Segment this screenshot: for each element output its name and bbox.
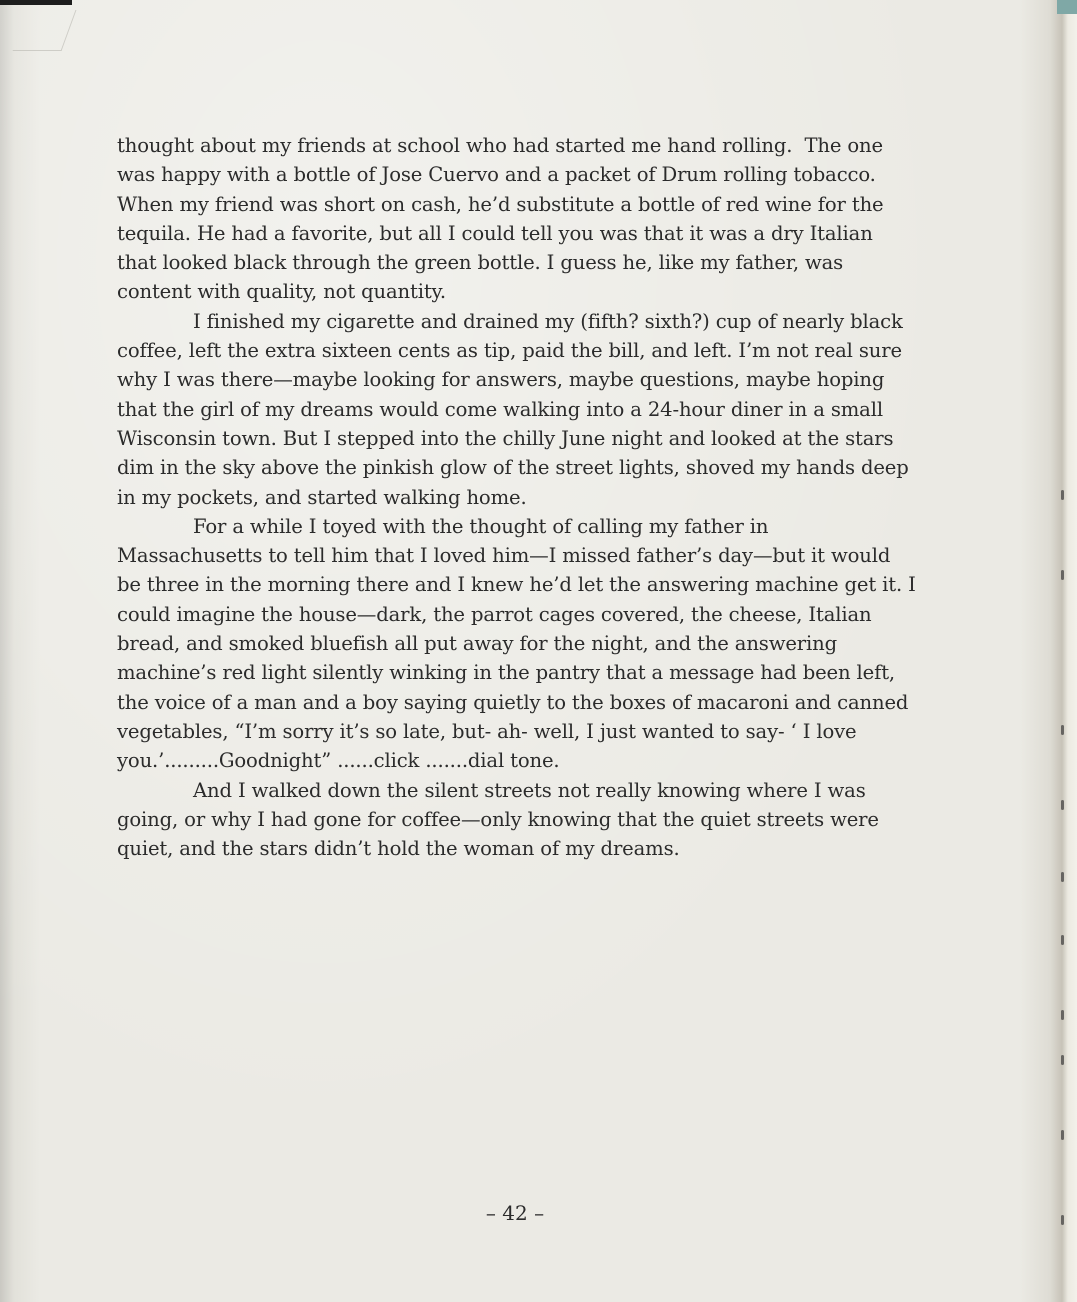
text-line: dim in the sky above the pinkish glow of the street lights, shoved my hands deep [117,456,909,480]
text-line: machine’s red light silently winking in the pantry that a message had been left, [117,661,896,685]
text-line: coffee, left the extra sixteen cents as tip, paid the bill, and left. I’m not real sure [117,339,902,363]
binding-mark [1061,1215,1064,1225]
page-number: – 42 – [485,1201,545,1225]
scan-edge-tint [1057,0,1077,14]
binding-mark [1061,725,1064,735]
text-line: thought about my friends at school who had started me hand rolling. The one [117,134,883,157]
paragraph-start-line: For a while I toyed with the thought of calling my father in [193,514,769,538]
text-line: When my friend was short on cash, he’d substitute a bottle of red wine for the [117,192,884,216]
text-line: quiet, and the stars didn’t hold the woman of my dreams. [117,837,680,861]
body-text [117,131,917,863]
text-line: vegetables, “I’m sorry it’s so late, but- ah- well, I just wanted to say- ‘ I love [117,719,857,743]
binding-mark [1061,490,1064,500]
binding-edge-marks [1061,480,1071,1300]
text-line: bread, and smoked bluefish all put away for the night, and the answering [117,632,837,656]
binding-mark [1061,1055,1064,1065]
text-line: be three in the morning there and I knew he’d let the answering machine get it. I [117,573,916,597]
text-line: in my pockets, and started walking home. [117,485,527,509]
scan-corner-mark [0,0,72,5]
text-line: going, or why I had gone for coffee—only knowing that the quiet streets were [117,807,879,831]
text-line: that the girl of my dreams would come walking into a 24-hour diner in a small [117,397,883,421]
binding-mark [1061,570,1064,580]
paragraph-start-line: And I walked down the silent streets not really knowing where I was [193,778,866,802]
text-line: Massachusetts to tell him that I loved him—I missed father’s day—but it would [117,544,891,568]
text-line: tequila. He had a favorite, but all I could tell you was that it was a dry Italian [117,221,873,245]
text-line: could imagine the house—dark, the parrot cages covered, the cheese, Italian [117,602,872,626]
text-line: that looked black through the green bottle. I guess he, like my father, was [117,251,844,275]
text-line: you.’.........Goodnight” ......click .......dial tone. [117,749,560,773]
binding-mark [1061,1010,1064,1020]
text-line: why I was there—maybe looking for answers, maybe questions, maybe hoping [117,368,885,392]
text-line: Wisconsin town. But I stepped into the chilly June night and looked at the stars [117,426,894,450]
paragraph-start-line: I finished my cigarette and drained my (fifth? sixth?) cup of nearly black [193,309,903,333]
text-line: content with quality, not quantity. [117,280,446,304]
text-line: the voice of a man and a boy saying quietly to the boxes of macaroni and canned [117,690,909,714]
binding-mark [1061,800,1064,810]
binding-mark [1061,872,1064,882]
binding-mark [1061,1130,1064,1140]
binding-mark [1061,935,1064,945]
page-corner-fold [13,10,77,51]
text-line: was happy with a bottle of Jose Cuervo and a packet of Drum rolling tobacco. [117,163,876,187]
